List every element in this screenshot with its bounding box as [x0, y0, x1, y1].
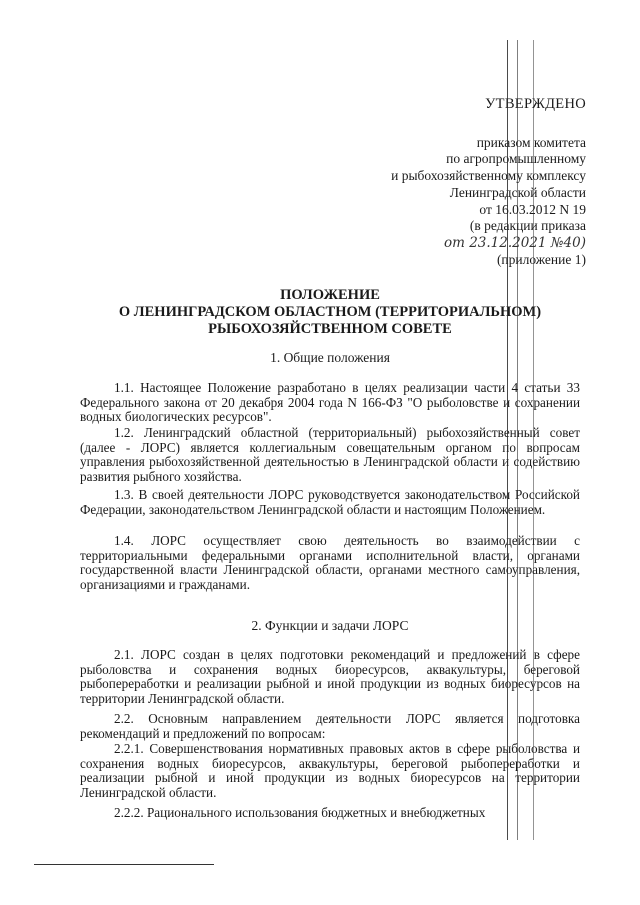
footnote-separator — [34, 864, 214, 865]
section-heading: 2. Функции и задачи ЛОРС — [251, 618, 409, 633]
section-heading: 1. Общие положения — [270, 350, 390, 365]
scan-artifact-line — [507, 40, 508, 840]
paragraph: 1.1. Настоящее Положение разработано в целях реализации части 4 статьи 33 Федерального закона от 20 декабря 2004 года N 166-ФЗ "О рыболовстве и сохранении водных биологических ресурсов". — [80, 380, 580, 425]
paragraph: 1.4. ЛОРС осуществляет свою деятельность во взаимодействии с территориальными федеральными органами исполнительной власти, органами государственной власти Ленинградской области, органами местного самоуправления, организациями и гражданами. — [80, 533, 580, 592]
document-title — [80, 287, 580, 338]
approval-block — [326, 96, 586, 268]
approval-line-handwritten-date: от 23.12.2021 №40) — [443, 234, 586, 251]
approval-line: по агропромышленному — [446, 151, 586, 167]
paragraph: 2.2. Основным направлением деятельности ЛОРС является подготовка рекомендаций и предложений по вопросам: — [80, 711, 580, 741]
title-line: О ЛЕНИНГРАДСКОМ ОБЛАСТНОМ (ТЕРРИТОРИАЛЬНОМ) — [118, 304, 542, 320]
paragraph: 2.1. ЛОРС создан в целях подготовки рекомендаций и предложений в сфере рыболовства и сохранения водных биоресурсов, аквакультуры, береговой рыбопереработки и реализации рыбной и иной продукции из водных биоресурсов на территории Ленинградской области. — [80, 647, 580, 706]
scan-artifact-line — [533, 40, 534, 840]
title-line: ПОЛОЖЕНИЕ — [280, 287, 380, 303]
paragraph: 1.3. В своей деятельности ЛОРС руководствуется законодательством Российской Федерации, законодательством Ленинградской области и настоящим Положением. — [80, 487, 580, 517]
approval-line: от 16.03.2012 N 19 — [479, 201, 586, 217]
approval-heading: УТВЕРЖДЕНО — [485, 96, 586, 112]
approval-line: (в редакции приказа — [469, 218, 586, 234]
paragraph: 2.2.1. Совершенствования нормативных правовых актов в сфере рыболовства и сохранения водных биоресурсов, аквакультуры, береговой рыбопереработки и реализации рыбной и иной продукции из водных биоресурсов на территории Ленинградской области. — [80, 741, 580, 800]
approval-line: (приложение 1) — [496, 251, 586, 267]
approval-line: и рыбохозяйственному комплексу — [391, 168, 586, 184]
approval-line: Ленинградской области — [449, 184, 586, 200]
paragraph: 1.2. Ленинградский областной (территориальный) рыбохозяйственный совет (далее - ЛОРС) является коллегиальным совещательным органом по вопросам управления рыбохозяйственной деятельностью в Ленинградской области и содействию развития рыбного хозяйства. — [80, 425, 580, 484]
approval-line: приказом комитета — [476, 134, 586, 150]
title-line: РЫБОХОЗЯЙСТВЕННОМ СОВЕТЕ — [208, 321, 452, 337]
scan-artifact-line — [517, 40, 518, 840]
paragraph: 2.2.2. Рационального использования бюджетных и внебюджетных — [114, 805, 486, 820]
